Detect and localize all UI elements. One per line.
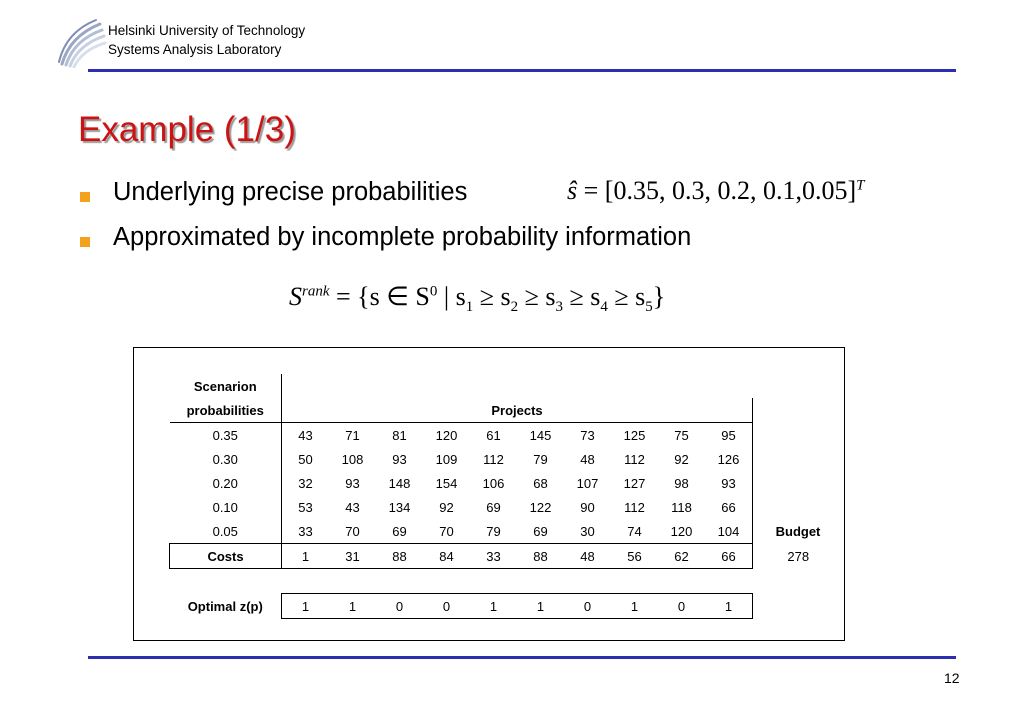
cost-cell: 88 [517, 544, 564, 569]
bullet-text-1: Underlying precise probabilities [113, 178, 468, 206]
table-empty-cell [423, 569, 470, 594]
value-cell: 79 [470, 519, 517, 544]
value-cell: 92 [439, 499, 454, 515]
value-cell: 98 [674, 475, 689, 491]
value-cell: 74 [611, 519, 658, 544]
value-cell: 93 [345, 475, 360, 491]
value-cell: 61 [486, 427, 501, 443]
value-cell: 118 [671, 499, 692, 515]
bullet-marker [80, 237, 90, 247]
page-number: 12 [944, 670, 960, 686]
table-row [170, 519, 844, 544]
cost-cell: 33 [470, 544, 517, 569]
value-cell: 66 [705, 495, 753, 519]
table-empty-cell [753, 495, 844, 519]
table-empty-cell [282, 398, 330, 423]
value-cell: 93 [392, 451, 407, 467]
value-cell: 43 [298, 427, 313, 443]
table-row [170, 423, 844, 448]
inequality: ≥ s [473, 282, 511, 311]
subscript: 2 [510, 299, 519, 316]
table-empty-cell [705, 374, 753, 398]
projects-table [169, 374, 844, 619]
value-cell: 125 [623, 427, 646, 443]
rank-set-formula [289, 282, 665, 316]
optimal-cell: 1 [329, 594, 376, 619]
table-empty-cell [423, 374, 470, 398]
rank-superscript: rank [302, 283, 330, 300]
value-cell: 95 [705, 423, 753, 448]
value-cell: 75 [674, 427, 689, 443]
value-cell: 108 [341, 451, 364, 467]
value-cell: 53 [298, 499, 313, 515]
value-cell: 112 [483, 451, 504, 467]
bullet-marker [80, 192, 90, 202]
optimal-cell: 1 [282, 594, 330, 619]
table-empty-cell [470, 374, 517, 398]
cost-cell: 66 [705, 544, 753, 569]
subscript: 4 [600, 299, 608, 316]
table-empty-cell [282, 569, 330, 594]
value-cell: 69 [376, 519, 423, 544]
table-empty-cell [705, 398, 753, 423]
table-header-row [170, 398, 844, 423]
table-empty-cell [170, 569, 282, 594]
optimal-cell: 0 [658, 594, 705, 619]
table-empty-cell [658, 398, 705, 423]
table-empty-cell [753, 374, 844, 398]
probability-cell: 0.10 [170, 495, 282, 519]
subscript: 5 [645, 299, 653, 316]
set-close-brace: } [652, 282, 666, 311]
costs-row [170, 544, 844, 569]
table-empty-cell [376, 398, 423, 423]
value-cell: 134 [388, 499, 411, 515]
optimal-cell: 0 [564, 594, 611, 619]
transpose-superscript: T [856, 177, 865, 194]
subscript: 3 [555, 299, 563, 316]
value-cell: 71 [345, 427, 360, 443]
value-cell: 120 [435, 427, 458, 443]
institution-line-1: Helsinki University of Technology [108, 23, 306, 38]
table-empty-cell [329, 398, 376, 423]
table-empty-cell [611, 374, 658, 398]
table-empty-cell [376, 374, 423, 398]
value-cell: 127 [623, 475, 646, 491]
table-row [170, 471, 844, 495]
optimal-cell: 1 [611, 594, 658, 619]
costs-label: Costs [170, 544, 282, 569]
value-cell: 148 [388, 475, 411, 491]
probability-vector: [0.35, 0.3, 0.2, 0.1,0.05] [604, 176, 857, 205]
value-cell: 106 [482, 475, 505, 491]
table-empty-cell [564, 569, 611, 594]
optimal-label: Optimal z(p) [170, 594, 282, 619]
table-empty-cell [470, 569, 517, 594]
value-cell: 79 [533, 451, 548, 467]
value-cell: 93 [705, 471, 753, 495]
value-cell: 43 [345, 499, 360, 515]
cost-cell: 88 [376, 544, 423, 569]
probability-cell: 0.35 [170, 423, 282, 448]
table-empty-cell [753, 471, 844, 495]
optimal-cell: 1 [705, 594, 753, 619]
cost-cell: 48 [564, 544, 611, 569]
table-empty-cell [564, 398, 611, 423]
institution-name [108, 21, 305, 59]
probability-vector-formula [567, 176, 864, 206]
table-empty-cell [658, 374, 705, 398]
value-cell: 33 [282, 519, 330, 544]
cost-cell: 84 [423, 544, 470, 569]
set-definition-open: = {s ∈ S [336, 282, 430, 311]
value-cell: 48 [580, 451, 595, 467]
value-cell: 122 [529, 499, 552, 515]
cost-cell: 56 [611, 544, 658, 569]
projects-header: Projects [470, 398, 564, 423]
optimal-cell: 0 [423, 594, 470, 619]
footer-divider [88, 656, 956, 659]
inequality: ≥ s [518, 282, 556, 311]
cost-cell: 62 [658, 544, 705, 569]
value-cell: 30 [564, 519, 611, 544]
budget-value: 278 [787, 548, 810, 564]
inequality: ≥ s [562, 282, 601, 311]
table-row [170, 447, 844, 471]
value-cell: 81 [392, 427, 407, 443]
probability-cell: 0.20 [170, 471, 282, 495]
subscript: 1 [465, 299, 474, 316]
value-cell: 104 [705, 519, 753, 544]
value-cell: 112 [624, 451, 645, 467]
table-empty-cell [376, 569, 423, 594]
value-cell: 112 [624, 499, 645, 515]
table-empty-cell [564, 374, 611, 398]
value-cell: 32 [298, 475, 313, 491]
value-cell: 92 [674, 451, 689, 467]
value-cell: 69 [517, 519, 564, 544]
spacer-row [170, 569, 844, 594]
table-empty-cell [329, 374, 376, 398]
table-empty-cell [753, 594, 844, 619]
scenario-header: Scenarion [170, 374, 282, 398]
value-cell: 109 [435, 451, 458, 467]
value-cell: 50 [298, 451, 313, 467]
header-divider [88, 69, 956, 72]
probabilities-header: probabilities [170, 398, 282, 423]
table-row [170, 495, 844, 519]
cost-cell: 1 [282, 544, 330, 569]
value-cell: 107 [576, 475, 599, 491]
slide-title: Example (1/3) [78, 110, 296, 149]
table-empty-cell [611, 569, 658, 594]
table-empty-cell [753, 398, 844, 423]
s-hat-symbol: ŝ [567, 176, 578, 205]
value-cell: 70 [329, 519, 376, 544]
optimal-row [170, 594, 844, 619]
optimal-cell: 1 [517, 594, 564, 619]
table-empty-cell [705, 569, 753, 594]
table-empty-cell [517, 569, 564, 594]
zero-superscript: 0 [429, 283, 438, 300]
probability-cell: 0.05 [170, 519, 282, 544]
value-cell: 120 [658, 519, 705, 544]
value-cell: 68 [533, 475, 548, 491]
probability-cell: 0.30 [170, 447, 282, 471]
value-cell: 70 [423, 519, 470, 544]
value-cell: 73 [580, 427, 595, 443]
table-empty-cell [753, 569, 844, 594]
set-condition: | s [437, 282, 466, 311]
table-empty-cell [753, 423, 844, 448]
university-logo [56, 18, 108, 68]
set-symbol: S [289, 282, 302, 311]
value-cell: 154 [435, 475, 458, 491]
value-cell: 69 [486, 499, 501, 515]
table-empty-cell [282, 374, 330, 398]
optimal-cell: 0 [376, 594, 423, 619]
table-empty-cell [517, 374, 564, 398]
budget-header: Budget [775, 523, 821, 539]
optimal-cell: 1 [470, 594, 517, 619]
value-cell: 126 [705, 447, 753, 471]
inequality: ≥ s [607, 282, 646, 311]
table-empty-cell [329, 569, 376, 594]
table-empty-cell [658, 569, 705, 594]
cost-cell: 31 [329, 544, 376, 569]
bullet-text-2: Approximated by incomplete probability information [113, 223, 692, 251]
value-cell: 90 [580, 499, 595, 515]
table-empty-cell [423, 398, 470, 423]
equals-sign: = [583, 176, 605, 205]
institution-line-2: Systems Analysis Laboratory [108, 42, 282, 57]
table-header-row [170, 374, 844, 398]
table-empty-cell [753, 447, 844, 471]
value-cell: 145 [529, 427, 552, 443]
table-empty-cell [611, 398, 658, 423]
